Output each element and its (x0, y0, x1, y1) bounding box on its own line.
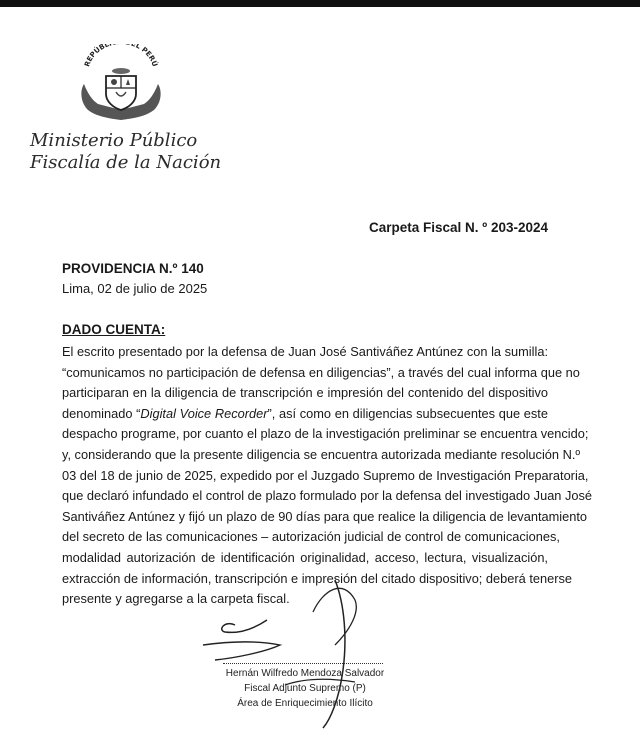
section-title: DADO CUENTA: (62, 322, 166, 337)
providencia-number: PROVIDENCIA N.º 140 (62, 261, 204, 276)
body-line: denominado “Digital Voice Recorder”, así como en diligencias subsecuentes que este (62, 405, 548, 421)
body-line: El escrito presentado por la defensa de Juan José Santiváñez Antúnez con la sumilla: (62, 344, 548, 359)
body-line: que declaró infundado el control de plazo formulado por la defensa del investigado Juan José (62, 488, 593, 504)
body-line: participaran en la diligencia de transcripción e impresión del contenido del dispositivo (62, 385, 548, 401)
signer-name: Hernán Wilfredo Mendoza Salvador (225, 668, 385, 679)
signature-line (223, 663, 383, 664)
svg-text:REPÚBLICA DEL PERÚ (83, 44, 160, 68)
body-line: despacho programe, por cuanto el plazo de la investigación preliminar se encuentra vencido; (62, 426, 589, 442)
body-line: del secreto de las comunicaciones – autorización judicial de control de comunicaciones, (62, 529, 560, 545)
document-date: Lima, 02 de julio de 2025 (62, 281, 208, 296)
signer-area: Área de Enriquecimiento Ilícito (237, 698, 373, 709)
ministry-line-1: Ministerio Público (30, 130, 198, 151)
signature-block (220, 666, 390, 711)
coat-of-arms-emblem (76, 44, 166, 124)
body-line: modalidad autorización de identificación originalidad, acceso, lectura, visualización, (62, 549, 548, 565)
body-line: Santiváñez Antúnez y fijó un plazo de 90 días para que realice la diligencia de levantamiento (62, 508, 588, 524)
body-line: presente y agregarse a la carpeta fiscal. (62, 591, 290, 607)
top-border (0, 0, 640, 7)
emblem-text: REPÚBL EL PERÚ (83, 44, 159, 68)
case-number: Carpeta Fiscal N. º 203-2024 (368, 220, 548, 235)
body-line: y, considerando que la presente diligencia se encuentra autorizada mediante resolución N.º (62, 446, 581, 462)
body-line: extracción de información, transcripción e impresión del citado dispositivo; deberá tenerse (62, 570, 573, 586)
body-line: 03 del 18 de junio de 2025, expedido por el Juzgado Supremo de Investigación Preparatoria, (62, 467, 589, 483)
body-line: “comunicamos no participación de defensa en diligencias”, a través del cual informa que no (62, 364, 580, 380)
ministry-line-2: Fiscalía de la Nación (30, 152, 222, 173)
signer-title: Fiscal Adjunto Supremo (P) (244, 683, 366, 694)
ministry-title (30, 130, 221, 174)
